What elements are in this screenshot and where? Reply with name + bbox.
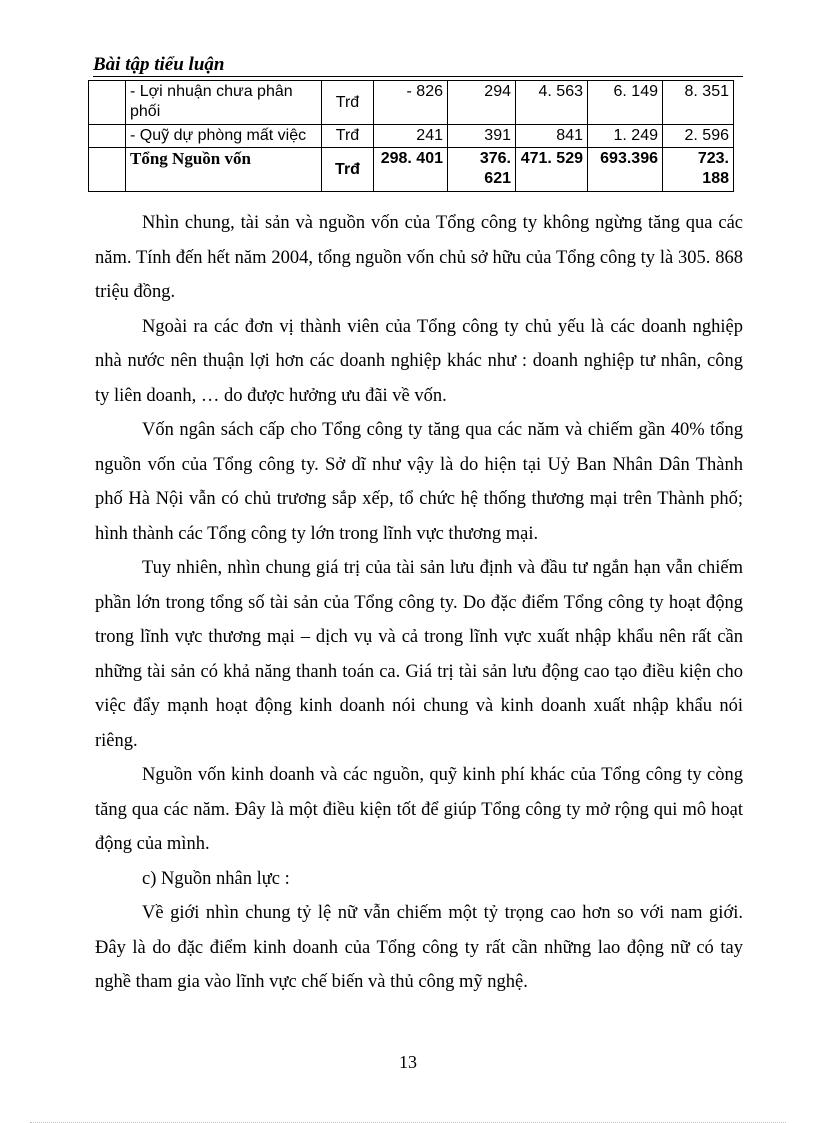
header-title: Bài tập tiểu luận (93, 54, 225, 75)
page-header (93, 54, 743, 77)
unit-cell: Trđ (322, 125, 374, 148)
paragraph: Tuy nhiên, nhìn chung giá trị của tài sản lưu định và đầu tư ngắn hạn vẫn chiếm phần lớn trong tổng số tài sản của Tổng công ty. Do đặc điểm Tổng công ty hoạt động trong lĩnh vực thương mại – dịch vụ và cả trong lĩnh vực xuất nhập khẩu nên rất cần những tài sản có khả năng thanh toán ca. Giá trị tài sản lưu động cao tạo điều kiện cho việc đẩy mạnh hoạt động kinh doanh nói chung và kinh doanh xuất nhập khẩu nói riêng. (95, 558, 743, 751)
value-cell: 471. 529 (516, 148, 588, 192)
index-cell (89, 125, 126, 148)
paragraph: Vốn ngân sách cấp cho Tổng công ty tăng qua các năm và chiếm gần 40% tổng nguồn vốn của Tổng công ty. Sở dĩ như vậy là do hiện tại Uỷ Ban Nhân Dân Thành phố Hà Nội vẫn có chủ trương sắp xếp, tổ chức hệ thống thương mại trên Thành phố; hình thành các Tổng công ty lớn trong lĩnh vực thương mại. (95, 420, 743, 544)
value-cell: 241 (374, 125, 448, 148)
table-total-row (89, 148, 734, 192)
row-label: Tổng Nguồn vốn (126, 148, 322, 192)
row-label: - Quỹ dự phòng mất việc (126, 125, 322, 148)
value-cell: 376. 621 (448, 148, 516, 192)
index-cell (89, 81, 126, 125)
table-row (89, 81, 734, 125)
table-row (89, 125, 734, 148)
value-cell: 391 (448, 125, 516, 148)
paragraph: Nguồn vốn kinh doanh và các nguồn, quỹ kinh phí khác của Tổng công ty còng tăng qua các năm. Đây là một điều kiện tốt để giúp Tổng công ty mở rộng qui mô hoạt động của mình. (95, 765, 743, 854)
value-cell: 693.396 (588, 148, 663, 192)
value-cell: 4. 563 (516, 81, 588, 125)
value-cell: 294 (448, 81, 516, 125)
value-cell: 6. 149 (588, 81, 663, 125)
value-cell: 298. 401 (374, 148, 448, 192)
value-cell: 723. 188 (663, 148, 734, 192)
value-cell: 841 (516, 125, 588, 148)
section-heading: c) Nguồn nhân lực : (142, 868, 290, 889)
page-number: 13 (399, 1052, 417, 1072)
value-cell: 1. 249 (588, 125, 663, 148)
row-label: - Lợi nhuận chưa phân phối (126, 81, 322, 125)
index-cell (89, 148, 126, 192)
paragraph: Ngoài ra các đơn vị thành viên của Tổng công ty chủ yếu là các doanh nghiệp nhà nước nên thuận lợi hơn các doanh nghiệp khác như : doanh nghiệp tư nhân, công ty liên doanh, … do được hưởng ưu đãi về vốn. (95, 316, 743, 406)
value-cell: 2. 596 (663, 125, 734, 148)
paragraph: Nhìn chung, tài sản và nguồn vốn của Tổng công ty không ngừng tăng qua các năm. Tính đến hết năm 2004, tổng nguồn vốn chủ sở hữu của Tổng công ty là 305. 868 triệu đồng. (95, 213, 743, 302)
value-cell: 8. 351 (663, 81, 734, 125)
capital-table (88, 80, 734, 192)
value-cell: - 826 (374, 81, 448, 125)
body-text (95, 206, 743, 1000)
unit-cell: Trđ (322, 81, 374, 125)
unit-cell: Trđ (322, 148, 374, 192)
paragraph: Về giới nhìn chung tỷ lệ nữ vẫn chiếm một tỷ trọng cao hơn so với nam giới. Đây là do đặc điểm kinh doanh của Tổng công ty rất cần những lao động nữ có tay nghề tham gia vào lĩnh vực chế biến và thủ công mỹ nghệ. (95, 903, 743, 992)
